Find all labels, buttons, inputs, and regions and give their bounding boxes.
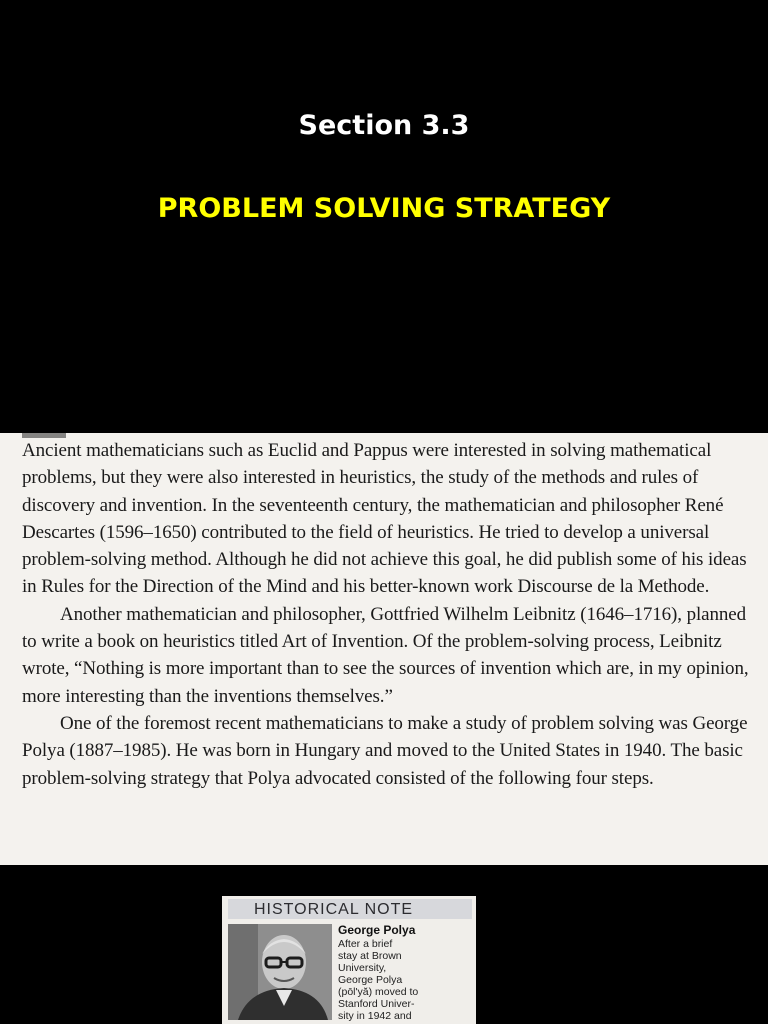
historical-note-card <box>222 896 476 1024</box>
historical-note-header-label: HISTORICAL NOTE <box>254 901 414 918</box>
bio-line: After a brief <box>338 938 393 950</box>
bio-line: George Polya <box>338 974 403 986</box>
slide-title: PROBLEM SOLVING STRATEGY <box>157 193 611 224</box>
bio-line: stay at Brown <box>338 950 402 962</box>
portrait-photo <box>228 924 332 1020</box>
historical-note-bio <box>338 938 474 1022</box>
section-heading: Section 3.3 <box>298 110 470 141</box>
bio-line: (pōl'yă) moved to <box>338 986 419 998</box>
excerpt-paragraph: Another mathematician and philosopher, Gottfried Wilhelm Leibnitz (1646–1716), planned to write a book on heuristics titled Art of Invention. Of the problem-solving process, Leibnitz wrote, “Nothing is more important than to see the sources of invention which are, in my opinion, more interesting than the inventions themselves.” <box>22 603 749 707</box>
excerpt-text <box>22 437 750 792</box>
bio-line: sity in 1942 and <box>338 1010 412 1022</box>
excerpt-paragraph: One of the foremost recent mathematicians to make a study of problem solving was George Polya (1887–1985). He was born in Hungary and moved to the United States in 1940. The basic problem-solving strategy that Polya advocated consisted of the following four steps. <box>22 712 748 789</box>
textbook-excerpt <box>0 433 768 865</box>
bio-line: Stanford Univer- <box>338 998 415 1010</box>
portrait-image <box>228 924 332 1020</box>
historical-note-name: George Polya <box>338 923 416 937</box>
bio-line: University, <box>338 962 387 974</box>
excerpt-paragraph: Ancient mathematicians such as Euclid and Pappus were interested in solving mathematical problems, but they were also interested in heuristics, the study of the methods and rules of discovery and invention. In the seventeenth century, the mathematician and philosopher René Descartes (1596–1650) contributed to the field of heuristics. He tried to develop a universal problem-solving method. Although he did not achieve this goal, he did publish some of his ideas in Rules for the Direction of the Mind and his better-known work Discourse de la Methode. <box>22 440 747 598</box>
historical-note-header <box>228 899 472 919</box>
